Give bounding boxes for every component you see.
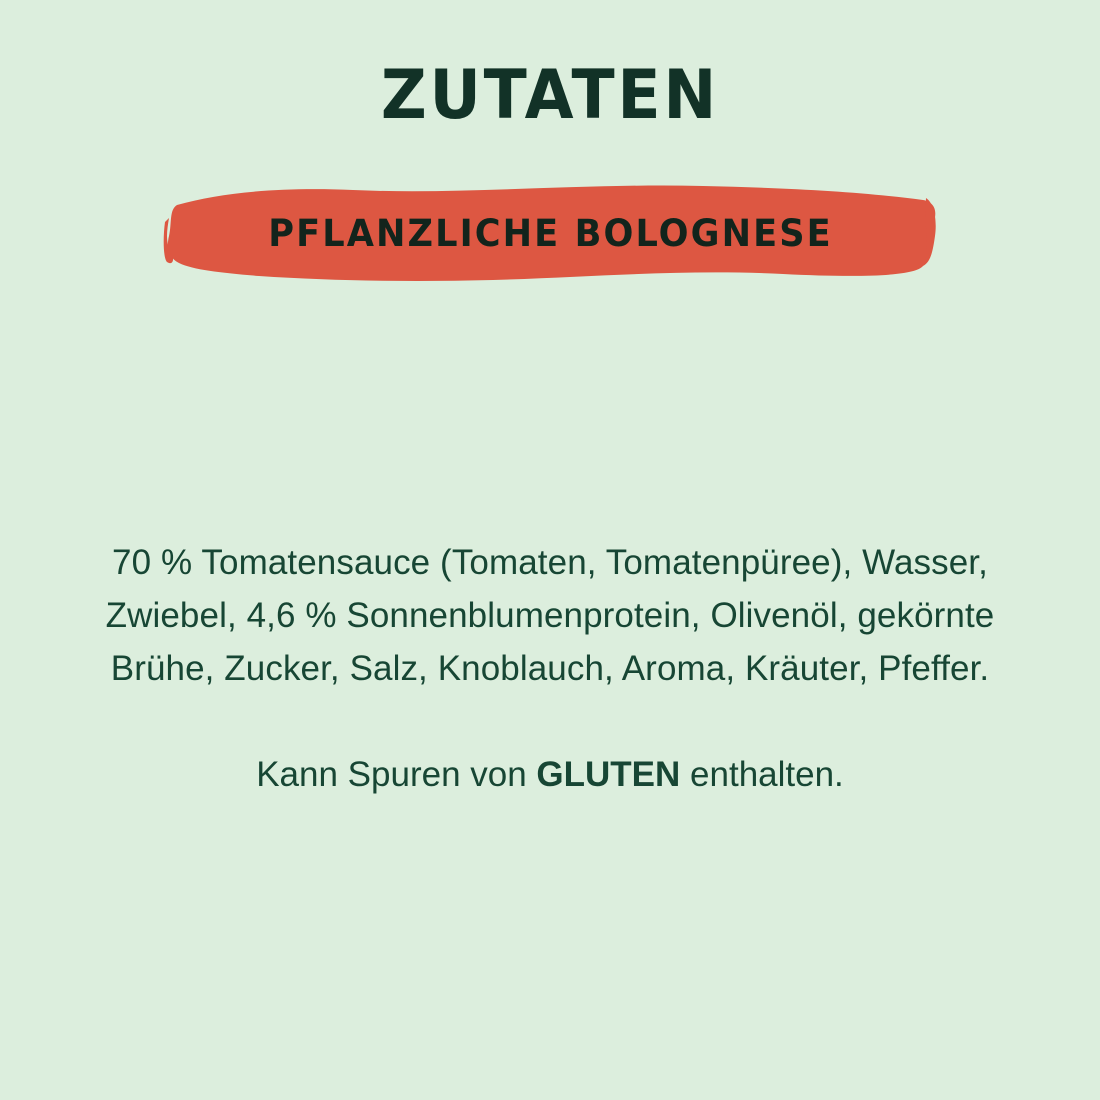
- allergen-highlight: GLUTEN: [536, 754, 681, 794]
- page-title: ZUTATEN: [380, 56, 720, 135]
- allergen-note: [90, 749, 1010, 802]
- ingredients-block: [90, 536, 1010, 801]
- ingredients-text: 70 % Tomatensauce (Tomaten, Tomatenpüree), Wasser, Zwiebel, 4,6 % Sonnenblumenprotein, Olivenöl, gekörnte Brühe, Zucker, Salz, Knoblauch, Aroma, Kräuter, Pfeffer.: [105, 543, 995, 689]
- allergen-prefix: Kann Spuren von: [256, 754, 537, 794]
- banner-label: PFLANZLICHE BOLOGNESE: [268, 211, 833, 255]
- product-banner: [163, 178, 938, 288]
- allergen-suffix: enthalten.: [680, 754, 844, 794]
